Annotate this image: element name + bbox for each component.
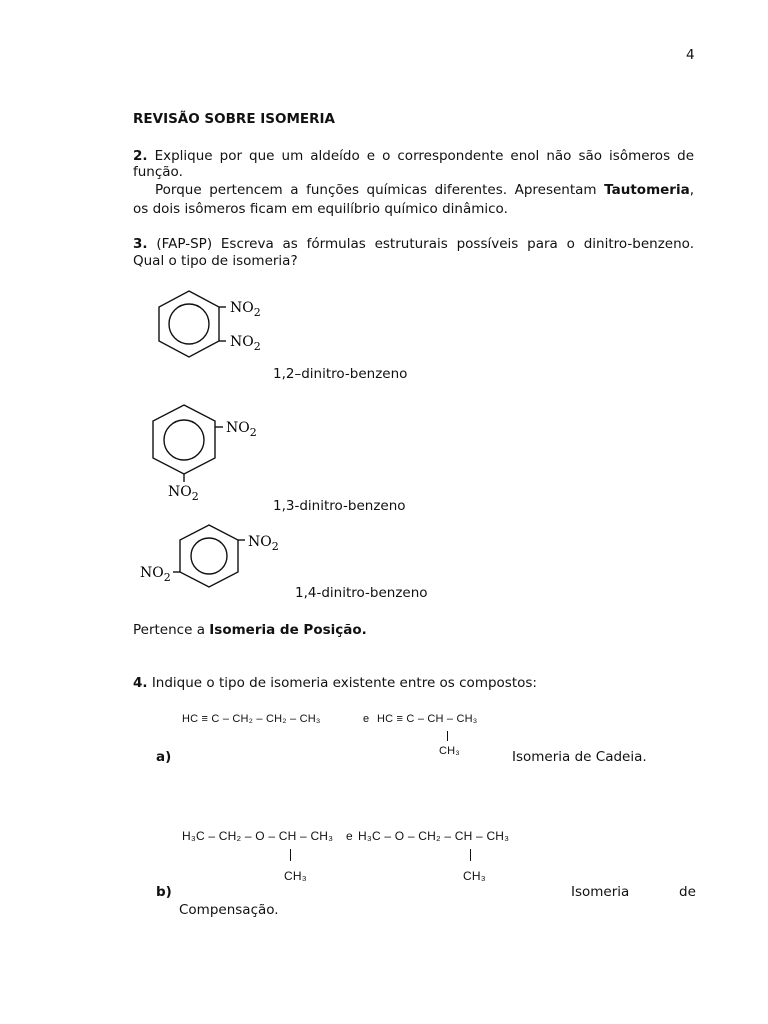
branch-bond — [447, 731, 448, 741]
aromatic-circle — [164, 420, 204, 460]
ortho-dinitrobenzene-structure — [140, 284, 280, 364]
branch-bond — [290, 849, 291, 861]
aromatic-circle — [169, 304, 209, 344]
page-number: 4 — [686, 47, 695, 63]
formula-a-branch: CH₃ — [439, 745, 460, 757]
formula-b-branch-left: CH₃ — [284, 869, 307, 883]
nitro-text: NO — [230, 334, 254, 350]
nitro-subscript: 2 — [271, 540, 279, 553]
q4-question-text: Indique o tipo de isomeria existente entre os compostos: — [151, 675, 537, 691]
formula-a-left: HC ≡ C – CH₂ – CH₂ – CH₃ — [182, 713, 321, 725]
item-b-label: b) — [156, 884, 172, 900]
q2-answer-comma: , — [689, 182, 694, 198]
formula-a-connector: e — [363, 713, 370, 725]
meta-dinitrobenzene-structure — [140, 400, 280, 512]
page-title: REVISÃO SOBRE ISOMERIA — [133, 111, 335, 127]
q3-question-text: (FAP-SP) Escreva as fórmulas estruturais possíveis para o dinitro-benzeno. — [156, 236, 694, 252]
q2-question-text: Explique por que um aldeído e o correspondente enol não são isômeros de — [154, 148, 695, 164]
q4-number: 4. — [133, 675, 148, 691]
nitro-text: NO — [230, 300, 254, 316]
formula-b-branch-right: CH₃ — [463, 869, 486, 883]
benzene-ring — [180, 525, 238, 587]
nitro-subscript: 2 — [253, 340, 261, 353]
nitro-text: NO — [168, 484, 192, 500]
nitro-group-label — [226, 420, 257, 439]
branch-bond — [470, 849, 471, 861]
benzene-ring — [153, 405, 215, 474]
formula-b-left: H₃C – CH₂ – O – CH – CH₃ — [182, 829, 334, 843]
nitro-group-label — [230, 300, 261, 319]
q3-question-line2: Qual o tipo de isomeria? — [133, 253, 298, 269]
q3-answer-bold: Isomeria de Posição. — [209, 622, 367, 638]
q3-number: 3. — [133, 236, 148, 252]
item-a-label: a) — [156, 749, 172, 765]
nitro-subscript: 2 — [163, 571, 171, 584]
q2-question-line1 — [133, 148, 694, 164]
isomer-name-para: 1,4-dinitro-benzeno — [295, 585, 428, 601]
nitro-group-label — [140, 565, 171, 584]
nitro-group-label — [168, 484, 199, 503]
nitro-subscript: 2 — [191, 490, 199, 503]
q2-number: 2. — [133, 148, 148, 164]
nitro-text: NO — [226, 420, 250, 436]
q3-answer-text: Pertence a — [133, 622, 210, 638]
formula-b-right: H₃C – O – CH₂ – CH – CH₃ — [358, 829, 510, 843]
item-b-answer-word2: de — [679, 884, 696, 900]
item-b-answer-word1: Isomeria — [571, 884, 630, 900]
q4-question — [133, 675, 537, 691]
q3-answer — [133, 622, 367, 638]
q3-question-line1 — [133, 236, 694, 252]
nitro-text: NO — [248, 534, 272, 550]
isomer-name-meta: 1,3-dinitro-benzeno — [273, 498, 406, 514]
item-a-answer: Isomeria de Cadeia. — [512, 749, 647, 765]
item-b-answer-line2: Compensação. — [179, 902, 279, 918]
nitro-text: NO — [140, 565, 164, 581]
q2-answer-bold: Tautomeria — [604, 182, 690, 198]
formula-b-connector: e — [346, 829, 353, 843]
q2-question-line2: função. — [133, 164, 183, 180]
nitro-group-label — [230, 334, 261, 353]
nitro-subscript: 2 — [253, 306, 261, 319]
formula-a-right: HC ≡ C – CH – CH₃ — [377, 713, 478, 725]
nitro-subscript: 2 — [249, 426, 257, 439]
para-dinitrobenzene-structure — [140, 522, 290, 592]
q2-answer-line2: os dois isômeros ficam em equilíbrio químico dinâmico. — [133, 201, 508, 217]
nitro-group-label — [248, 534, 279, 553]
isomer-name-ortho: 1,2–dinitro-benzeno — [273, 366, 408, 382]
q2-answer-text: Porque pertencem a funções químicas diferentes. Apresentam — [155, 182, 605, 198]
q2-answer-line1 — [155, 182, 694, 198]
benzene-ring — [159, 291, 219, 357]
aromatic-circle — [191, 538, 227, 574]
